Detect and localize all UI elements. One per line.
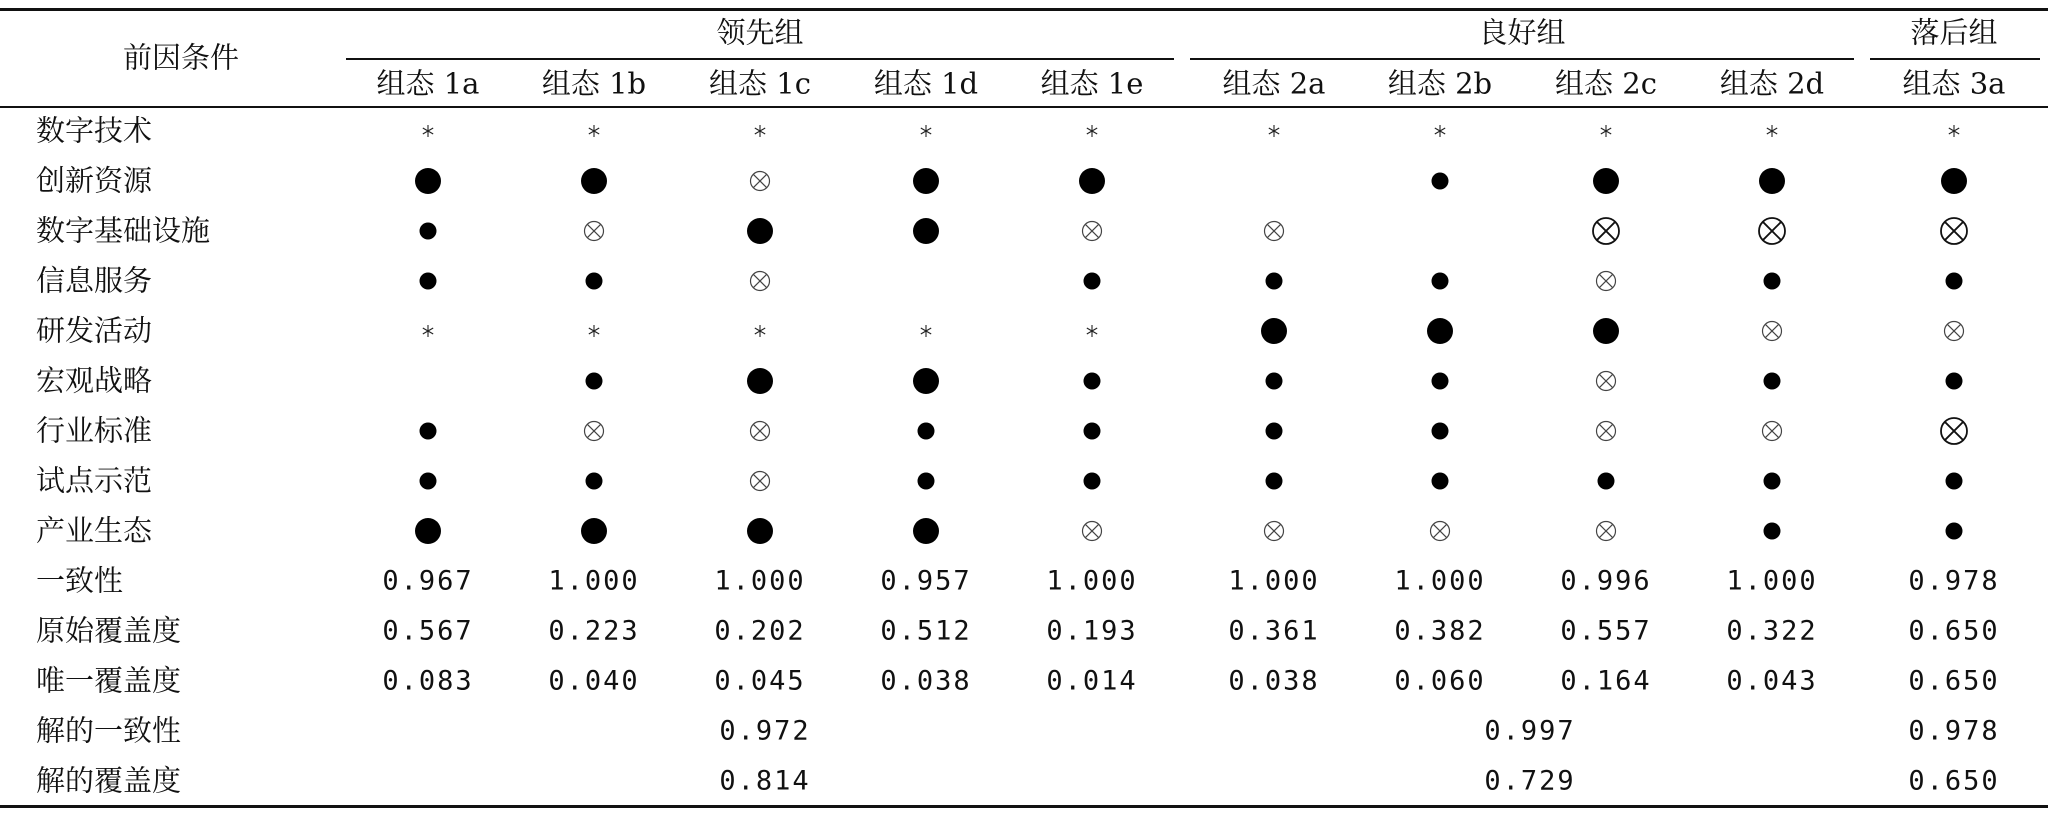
peripheral-present-icon (1755, 464, 1789, 498)
peripheral-absent-icon (1075, 514, 1109, 548)
irrelevant-star-icon (1755, 114, 1789, 148)
irrelevant-star-icon (411, 314, 445, 348)
metric-value: 0.978 (1908, 565, 2000, 597)
core-present-icon (909, 364, 943, 398)
top-rule (0, 8, 2048, 11)
peripheral-present-icon (1755, 514, 1789, 548)
core-present-icon (1257, 314, 1291, 348)
metric-value: 0.512 (880, 615, 972, 647)
metric-value: 0.650 (1908, 615, 2000, 647)
core-present-icon (743, 514, 777, 548)
peripheral-present-icon (1423, 414, 1457, 448)
config-header: 组态 3a (1902, 66, 2006, 101)
group-header: 良好组 (1478, 15, 1566, 50)
solution-metric-value: 0.997 (1484, 715, 1576, 747)
condition-label: 信息服务 (36, 263, 153, 298)
config-header: 组态 2a (1222, 66, 1326, 101)
irrelevant-star-icon (909, 114, 943, 148)
condition-label: 数字基础设施 (36, 213, 211, 248)
peripheral-present-icon (1423, 364, 1457, 398)
condition-label: 试点示范 (36, 463, 153, 498)
peripheral-present-icon (1755, 264, 1789, 298)
metric-value: 0.557 (1560, 615, 1652, 647)
peripheral-present-icon (1589, 464, 1623, 498)
corner-header: 前因条件 (122, 40, 240, 75)
metric-label: 原始覆盖度 (36, 613, 182, 648)
core-present-icon (909, 514, 943, 548)
solution-metric-value: 0.729 (1484, 765, 1576, 797)
core-absent-icon (1589, 214, 1623, 248)
peripheral-absent-icon (577, 414, 611, 448)
irrelevant-star-icon (1075, 114, 1109, 148)
config-header: 组态 1b (541, 66, 647, 101)
peripheral-present-icon (1937, 364, 1971, 398)
metric-value: 1.000 (1228, 565, 1320, 597)
peripheral-present-icon (1075, 364, 1109, 398)
metric-value: 0.038 (880, 665, 972, 697)
config-header: 组态 1d (873, 66, 979, 101)
peripheral-absent-icon (1589, 264, 1623, 298)
peripheral-present-icon (909, 464, 943, 498)
condition-label: 研发活动 (36, 313, 153, 348)
metric-value: 0.164 (1560, 665, 1652, 697)
peripheral-absent-icon (743, 164, 777, 198)
peripheral-present-icon (577, 364, 611, 398)
solution-metric-value: 0.814 (719, 765, 811, 797)
peripheral-present-icon (1257, 264, 1291, 298)
condition-label: 宏观战略 (36, 363, 153, 398)
core-present-icon (1589, 164, 1623, 198)
metric-value: 1.000 (714, 565, 806, 597)
irrelevant-star-icon (1589, 114, 1623, 148)
metric-value: 0.038 (1228, 665, 1320, 697)
metric-value: 0.083 (382, 665, 474, 697)
peripheral-absent-icon (577, 214, 611, 248)
metric-value: 0.361 (1228, 615, 1320, 647)
peripheral-present-icon (1423, 464, 1457, 498)
core-present-icon (909, 164, 943, 198)
group-underline (346, 58, 1174, 60)
metric-value: 0.957 (880, 565, 972, 597)
metric-value: 0.045 (714, 665, 806, 697)
peripheral-absent-icon (743, 264, 777, 298)
peripheral-absent-icon (743, 464, 777, 498)
peripheral-present-icon (1937, 464, 1971, 498)
config-header: 组态 2c (1555, 66, 1657, 101)
group-header: 落后组 (1910, 15, 1998, 50)
peripheral-absent-icon (1257, 514, 1291, 548)
metric-value: 0.567 (382, 615, 474, 647)
condition-label: 产业生态 (36, 513, 153, 548)
peripheral-present-icon (577, 464, 611, 498)
solution-metric-label: 解的一致性 (36, 713, 182, 748)
irrelevant-star-icon (1937, 114, 1971, 148)
core-absent-icon (1755, 214, 1789, 248)
metric-value: 0.382 (1394, 615, 1486, 647)
core-present-icon (577, 514, 611, 548)
metric-value: 0.996 (1560, 565, 1652, 597)
bottom-rule (0, 805, 2048, 808)
peripheral-present-icon (909, 414, 943, 448)
peripheral-present-icon (1075, 264, 1109, 298)
core-present-icon (743, 364, 777, 398)
irrelevant-star-icon (1423, 114, 1457, 148)
peripheral-present-icon (411, 264, 445, 298)
config-header: 组态 1c (709, 66, 811, 101)
metric-label: 一致性 (36, 563, 124, 598)
core-present-icon (1755, 164, 1789, 198)
core-present-icon (909, 214, 943, 248)
config-header: 组态 1e (1040, 66, 1144, 101)
core-present-icon (577, 164, 611, 198)
core-present-icon (1423, 314, 1457, 348)
core-present-icon (1075, 164, 1109, 198)
peripheral-present-icon (1755, 364, 1789, 398)
irrelevant-star-icon (1257, 114, 1291, 148)
header-rule (0, 106, 2048, 108)
peripheral-absent-icon (1423, 514, 1457, 548)
core-present-icon (411, 514, 445, 548)
config-header: 组态 2b (1387, 66, 1493, 101)
metric-label: 唯一覆盖度 (36, 663, 182, 698)
peripheral-absent-icon (1589, 514, 1623, 548)
peripheral-present-icon (1257, 414, 1291, 448)
condition-label: 行业标准 (36, 413, 153, 448)
peripheral-absent-icon (1755, 314, 1789, 348)
solution-metric-label: 解的覆盖度 (36, 763, 182, 798)
group-underline (1870, 58, 2040, 60)
peripheral-absent-icon (1937, 314, 1971, 348)
peripheral-absent-icon (1755, 414, 1789, 448)
metric-value: 1.000 (1394, 565, 1486, 597)
config-header: 组态 1a (376, 66, 480, 101)
core-absent-icon (1937, 414, 1971, 448)
condition-label: 创新资源 (36, 163, 153, 198)
metric-value: 1.000 (1726, 565, 1818, 597)
peripheral-present-icon (577, 264, 611, 298)
peripheral-absent-icon (1075, 214, 1109, 248)
metric-value: 1.000 (1046, 565, 1138, 597)
condition-label: 数字技术 (36, 113, 153, 148)
metric-value: 1.000 (548, 565, 640, 597)
metric-value: 0.223 (548, 615, 640, 647)
core-present-icon (1937, 164, 1971, 198)
peripheral-absent-icon (1257, 214, 1291, 248)
irrelevant-star-icon (1075, 314, 1109, 348)
peripheral-absent-icon (1589, 364, 1623, 398)
peripheral-present-icon (1257, 364, 1291, 398)
peripheral-present-icon (1423, 264, 1457, 298)
peripheral-present-icon (411, 464, 445, 498)
group-header: 领先组 (716, 15, 804, 50)
metric-value: 0.202 (714, 615, 806, 647)
solution-metric-value: 0.972 (719, 715, 811, 747)
peripheral-present-icon (1075, 464, 1109, 498)
peripheral-present-icon (1257, 464, 1291, 498)
core-present-icon (743, 214, 777, 248)
metric-value: 0.014 (1046, 665, 1138, 697)
metric-value: 0.322 (1726, 615, 1818, 647)
metric-value: 0.193 (1046, 615, 1138, 647)
peripheral-absent-icon (1589, 414, 1623, 448)
core-present-icon (411, 164, 445, 198)
solution-metric-value: 0.978 (1908, 715, 2000, 747)
metric-value: 0.060 (1394, 665, 1486, 697)
irrelevant-star-icon (411, 114, 445, 148)
metric-value: 0.040 (548, 665, 640, 697)
peripheral-present-icon (1423, 164, 1457, 198)
irrelevant-star-icon (743, 314, 777, 348)
peripheral-absent-icon (743, 414, 777, 448)
peripheral-present-icon (1937, 264, 1971, 298)
metric-value: 0.967 (382, 565, 474, 597)
metric-value: 0.043 (1726, 665, 1818, 697)
peripheral-present-icon (411, 414, 445, 448)
solution-metric-value: 0.650 (1908, 765, 2000, 797)
peripheral-present-icon (1075, 414, 1109, 448)
irrelevant-star-icon (577, 114, 611, 148)
peripheral-present-icon (411, 214, 445, 248)
core-absent-icon (1937, 214, 1971, 248)
config-header: 组态 2d (1719, 66, 1825, 101)
metric-value: 0.650 (1908, 665, 2000, 697)
irrelevant-star-icon (577, 314, 611, 348)
irrelevant-star-icon (909, 314, 943, 348)
core-present-icon (1589, 314, 1623, 348)
group-underline (1190, 58, 1854, 60)
peripheral-present-icon (1937, 514, 1971, 548)
irrelevant-star-icon (743, 114, 777, 148)
